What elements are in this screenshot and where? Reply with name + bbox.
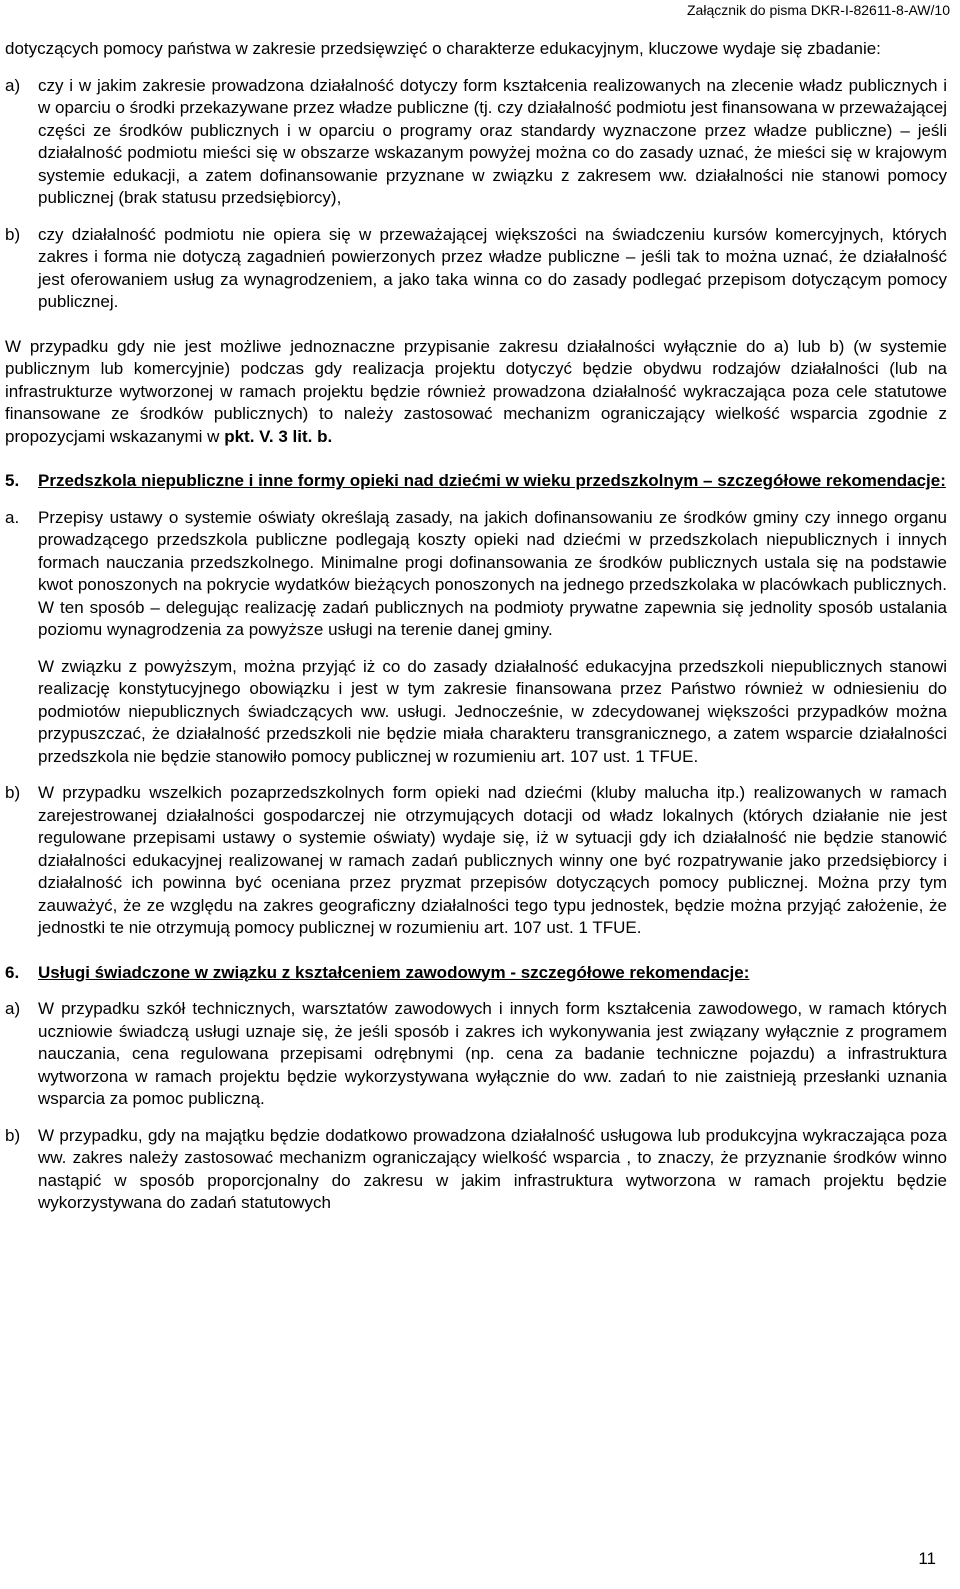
spacer xyxy=(5,448,947,470)
list-content xyxy=(38,507,947,769)
reference-bold: pkt. V. 3 lit. b. xyxy=(224,426,333,446)
list-item xyxy=(5,224,947,314)
list-marker: b) xyxy=(5,1125,21,1145)
spacer xyxy=(5,314,947,336)
list-paragraph: W przypadku wszelkich pozaprzedszkolnych form opieki nad dziećmi (kluby malucha itp.) realizowanych w ramach zarejestrowanej działalności gospodarczej nie otrzymujących dotacji od władz lokalnych (których działanie nie jest regulowane przepisami ustawy o systemie oświaty) wydaje się, iż w sytuacji gdy ich działalność nie będzie stanowić działalności edukacyjnej realizowanej w ramach zadań publicznych winny one być rozpatrywanie jako przedsiębiorcy i działalność ich powinna być oceniana przez pryzmat przepisów dotyczących pomocy publicznej. Można przy tym zauważyć, że ze względu na zakres geograficzny działalności tego typu jednostek, będzie można przyjąć założenie, że jednostki te nie otrzymują pomocy publicznej w rozumieniu art. 107 ust. 1 TFUE. xyxy=(38,783,947,937)
section-title: Usługi świadczone w związku z kształceniem zawodowym - szczegółowe rekomendacje: xyxy=(38,962,750,982)
list-item xyxy=(5,998,947,1111)
spacer xyxy=(5,1111,947,1125)
spacer xyxy=(5,61,947,75)
list-marker: a) xyxy=(5,75,21,95)
list-marker: a. xyxy=(5,507,20,527)
intro-paragraph: dotyczących pomocy państwa w zakresie przedsięwzięć o charakterze edukacyjnym, kluczowe wydaje się zbadanie: xyxy=(5,39,881,58)
paragraph-mechanism xyxy=(5,336,947,449)
list-item xyxy=(5,75,947,210)
list-text: W przypadku, gdy na majątku będzie dodatkowo prowadzona działalność usługowa lub produkcyjna wykraczająca poza ww. zakres należy zastosować mechanizm ograniczający wielkość wsparcia , to znaczy, że przyznanie środków winno nastąpić w sposób proporcjonalny do zakresu w jakim infrastruktura wytworzona w ramach projektu będzie wykorzystywana do zadań statutowych xyxy=(38,1125,947,1212)
spacer xyxy=(5,984,947,998)
section-title: Przedszkola niepubliczne i inne formy opieki nad dziećmi w wieku przedszkolnym – szczegółowe rekomendacje: xyxy=(38,471,946,490)
list-marker: a) xyxy=(5,999,21,1018)
list-text: czy działalność podmiotu nie opiera się w przeważającej większości na świadczeniu kursów komercyjnych, których zakres i forma nie dotyczą zagadnień powierzonych przez władze publiczne – jeśli tak to można uznać, że działalność jest oferowaniem usług za wynagrodzeniem, a jako taka winna co do zasady podlegać przepisom dotyczącym pomocy publicznej. xyxy=(38,224,947,311)
list-text: czy i w jakim zakresie prowadzona działalność dotyczy form kształcenia realizowanych na zlecenie władz publicznych i w oparciu o środki przekazywane przez władze publiczne (tj. czy działalność podmiotu jest finansowana w przeważającej części ze środków publicznych i w oparciu o programy oraz standardy wyznaczone przez władze publiczne) – jeśli działalność podmiotu mieści się w obszarze wskazanym powyżej można co do zasady uznać, że mieści się w krajowym systemie edukacji, a zatem dofinansowanie przyznane w związku z zakresem ww. działalności nie stanowi pomocy publicznej (brak statusu przedsiębiorcy), xyxy=(38,75,947,207)
list-item xyxy=(5,782,947,940)
paragraph-text: W przypadku gdy nie jest możliwe jednoznaczne przypisanie zakresu działalności wyłącznie do a) lub b) (w systemie publicznym lub komercyjnie) podczas gdy realizacja projektu dotyczyć będzie obydwu rodzajów działalności (lub na infrastrukturze wytworzonej w ramach projektu będzie również prowadzona działalność wykraczająca poza cele statutowe finansowane ze środków publicznych) to należy zastosować mechanizm ograniczający wielkość wsparcia zgodnie z propozycjami wskazanymi w xyxy=(5,336,947,446)
document-body xyxy=(5,38,947,1215)
list-paragraph: W związku z powyższym, można przyjąć iż co do zasady działalność edukacyjna przedszkoli niepublicznych stanowi realizację konstytucyjnego obowiązku i jest w tym zakresie finansowana przez Państwo również w odniesieniu do podmiotów niepublicznych świadczących ww. usługi. Jednocześnie, w zdecydowanej większości przypadków można przypuszczać, że działalność przedszkoli nie będzie miała charakteru transgranicznego, a zatem wsparcie działalności przedszkola nie będzie stanowiło pomocy publicznej w rozumieniu art. 107 ust. 1 TFUE. xyxy=(38,656,947,766)
list-paragraph: Przepisy ustawy o systemie oświaty określają zasady, na jakich dofinansowaniu ze środków gminy czy innego organu prowadzącego przedszkola publiczne podlegają koszty opieki nad dziećmi w przedszkolach niepublicznych i innych formach nauczania przedszkolnego. Minimalne progi dofinansowania ze środków publicznych ustala się na podstawie kwot ponoszonych na pokrycie wydatków bieżących ponoszonych na jednego przedszkolaka w placówkach publicznych. W ten sposób – delegując realizację zadań publicznych na podmioty prywatne zapewnia się jednolity sposób ustalania poziomu wynagrodzenia za powyższe usługi na terenie danej gminy. xyxy=(38,507,947,639)
spacer xyxy=(5,210,947,224)
section-number: 5. xyxy=(5,471,20,490)
spacer xyxy=(5,940,947,962)
list-item xyxy=(5,1125,947,1215)
section-number: 6. xyxy=(5,962,20,982)
list-marker: b) xyxy=(5,224,21,244)
list-item xyxy=(5,507,947,769)
section-6-heading xyxy=(5,962,947,985)
spacer xyxy=(5,493,947,507)
page-number: 11 xyxy=(918,1549,936,1568)
list-marker: b) xyxy=(5,783,21,802)
spacer xyxy=(5,768,947,782)
list-content xyxy=(38,782,947,940)
list-text: W przypadku szkół technicznych, warsztatów zawodowych i innych form kształcenia zawodowego, w ramach których uczniowie świadczą usługi uznaje się, że jeśli sposób i zakres ich wykonywania jest związany wyłącznie z programem nauczania, cena regulowana przepisami odrębnymi (np. cena za badanie techniczne pojazdu) a infrastruktura wytworzona w ramach projektu będzie wykorzystywana wyłącznie do ww. zadań to nie zaistnieją przesłanki uznania wsparcia za pomoc publiczną. xyxy=(38,999,947,1108)
spacer xyxy=(38,642,947,656)
section-5-heading xyxy=(5,470,947,493)
document-header: Załącznik do pisma DKR-I-82611-8-AW/10 xyxy=(687,2,950,18)
